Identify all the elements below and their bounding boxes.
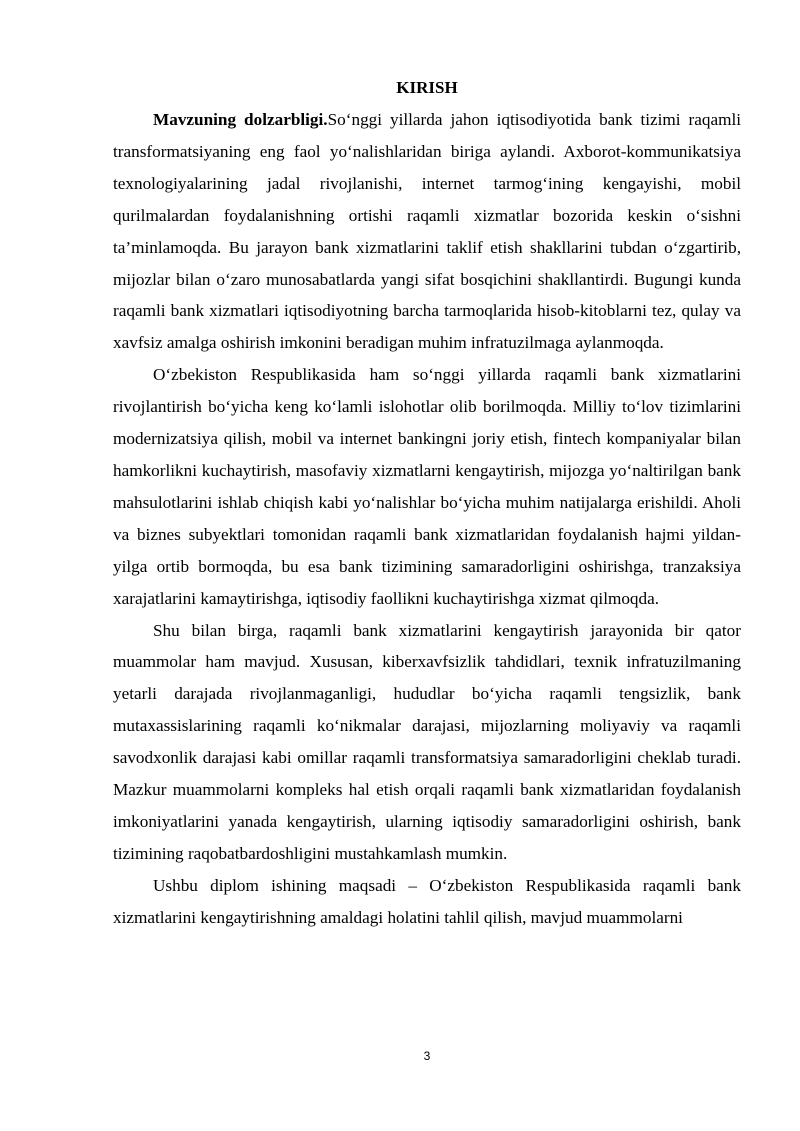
paragraph-text: So‘nggi yillarda jahon iqtisodiyotida bank tizimi raqamli transformatsiyaning eng faol yo‘nalishlaridan biriga aylandi. Axborot-kommunikatsiya texnologiyalarining jadal rivojlanishi, internet tarmog‘ining kengayishi, mobil qurilmalardan foydalanishning ortishi raqamli xizmatlar bozorida keskin o‘sishni ta’minlamoqda. Bu jarayon bank xizmatlarini taklif etish shakllarini tubdan o‘zgartirib, mijozlar bilan o‘zaro munosabatlarda yangi sifat bosqichini shakllantirdi. Bugungi kunda raqamli bank xizmatlari iqtisodiyotning barcha tarmoqlarida hisob-kitoblarni tez, qulay va xavfsiz amalga oshirish imkonini beradigan muhim infratuzilmaga aylanmoqda. [113,110,742,353]
paragraph-text: Shu bilan birga, raqamli bank xizmatlarini kengaytirish jarayonida bir qator muammolar ham mavjud. Xususan, kiberxavfsizlik tahdidlari, texnik infratuzilmaning yetarli darajada rivojlanmaganligi, hududlar bo‘yicha raqamli tengsizlik, bank mutaxassislarining raqamli ko‘nikmalar darajasi, mijozlarning moliyaviy va raqamli savodxonlik darajasi kabi omillar raqamli transformatsiya samaradorligini cheklab turadi. Mazkur muammolarni kompleks hal etish orqali raqamli bank xizmatlaridan foydalanish imkoniyatlarini yanada kengaytirish, ularning iqtisodiy samaradorligini oshirish, bank tizimining raqobatbardoshligini mustahkamlash mumkin. [113,620,741,863]
body-text [113,104,741,934]
page-number: 3 [423,1049,431,1063]
paragraph-problems [113,615,741,870]
paragraph-lead: Mavzuning dolzarbligi. [153,110,328,129]
paragraph-text: O‘zbekiston Respublikasida ham so‘nggi yillarda raqamli bank xizmatlarini rivojlantirish bo‘yicha keng ko‘lamli islohotlar olib borilmoqda. Milliy to‘lov tizimlarini modernizatsiya qilish, mobil va internet bankingni joriy etish, fintech kompaniyalar bilan hamkorlikni kuchaytirish, masofaviy xizmatlarni kengaytirish, mijozga yo‘naltirilgan bank mahsulotlarini ishlab chiqish kabi yo‘nalishlar bo‘yicha muhim natijalarga erishildi. Aholi va biznes subyektlari tomonidan raqamli bank xizmatlaridan foydalanish hajmi yildan-yilga ortib bormoqda, bu esa bank tizimining samaradorligini oshirishga, tranzaksiya xarajatlarini kamaytirishga, iqtisodiy faollikni kuchaytirishga xizmat qilmoqda. [113,365,741,608]
paragraph-goal [113,870,741,934]
paragraph-relevance [113,104,741,359]
paragraph-reforms [113,359,741,614]
section-heading: KIRISH [396,78,458,97]
paragraph-text: Ushbu diplom ishining maqsadi – O‘zbekiston Respublikasida raqamli bank xizmatlarini kengaytirishning amaldagi holatini tahlil qilish, mavjud muammolarni [113,875,741,927]
